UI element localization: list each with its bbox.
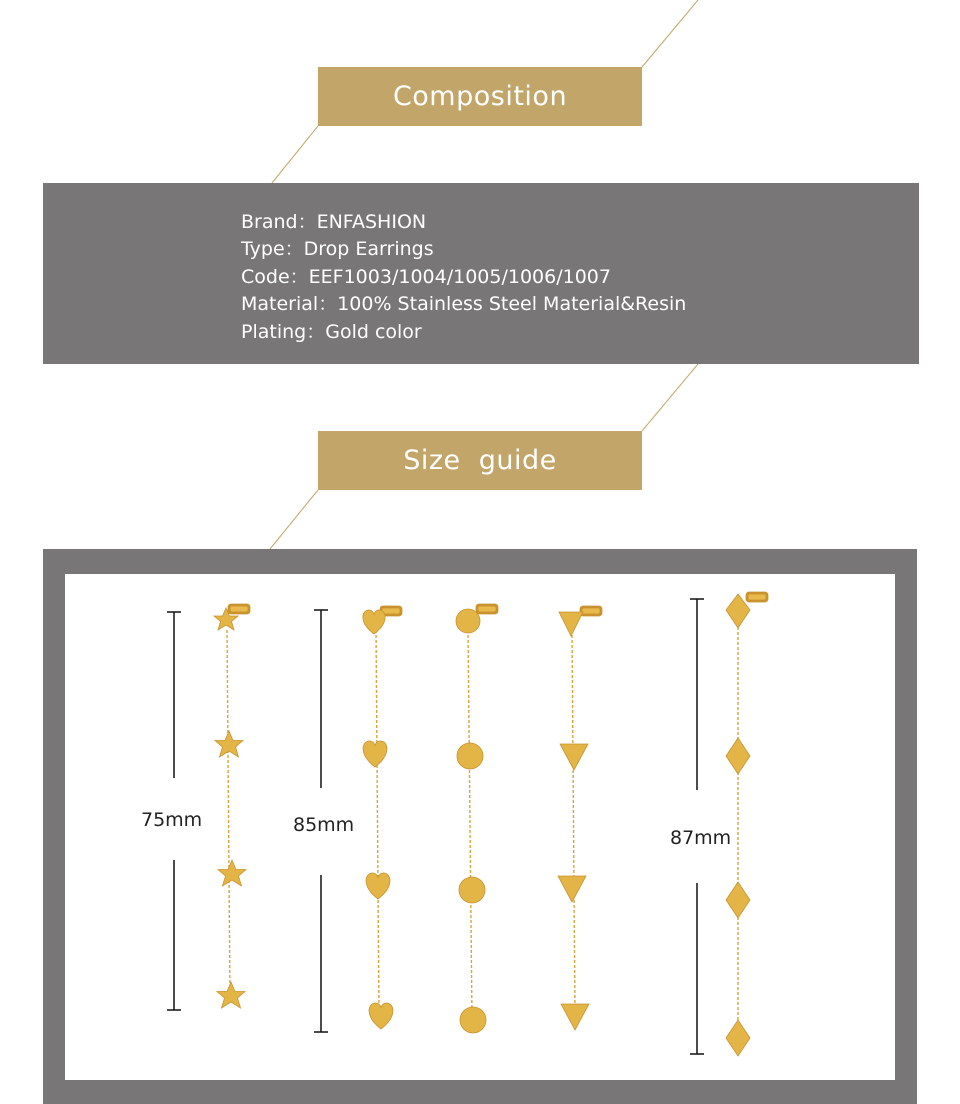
measurement-87mm: 87mm	[670, 827, 732, 849]
size-guide-title: Size guide	[403, 445, 557, 476]
composition-title: Composition	[392, 81, 568, 112]
spec-value: Gold color	[325, 321, 422, 343]
spec-value: ENFASHION	[316, 211, 427, 233]
triangle-icon	[558, 606, 602, 1030]
diamond-icon	[726, 592, 768, 1056]
circle-icon	[456, 604, 498, 1033]
measurement-75mm: 75mm	[141, 809, 203, 831]
spec-value: Drop Earrings	[303, 238, 434, 260]
spec-value: EEF1003/1004/1005/1006/1007	[308, 266, 611, 288]
star-icon	[214, 604, 250, 1008]
spec-key: Brand：	[241, 211, 317, 233]
measurement-85mm: 85mm	[293, 814, 355, 836]
spec-key: Plating：	[241, 321, 326, 343]
spec-key: Type：	[241, 238, 304, 260]
spec-value: 100% Stainless Steel Material&Resin	[337, 293, 687, 315]
spec-key: Code：	[241, 266, 309, 288]
heart-icon	[363, 606, 402, 1029]
spec-key: Material：	[241, 293, 338, 315]
